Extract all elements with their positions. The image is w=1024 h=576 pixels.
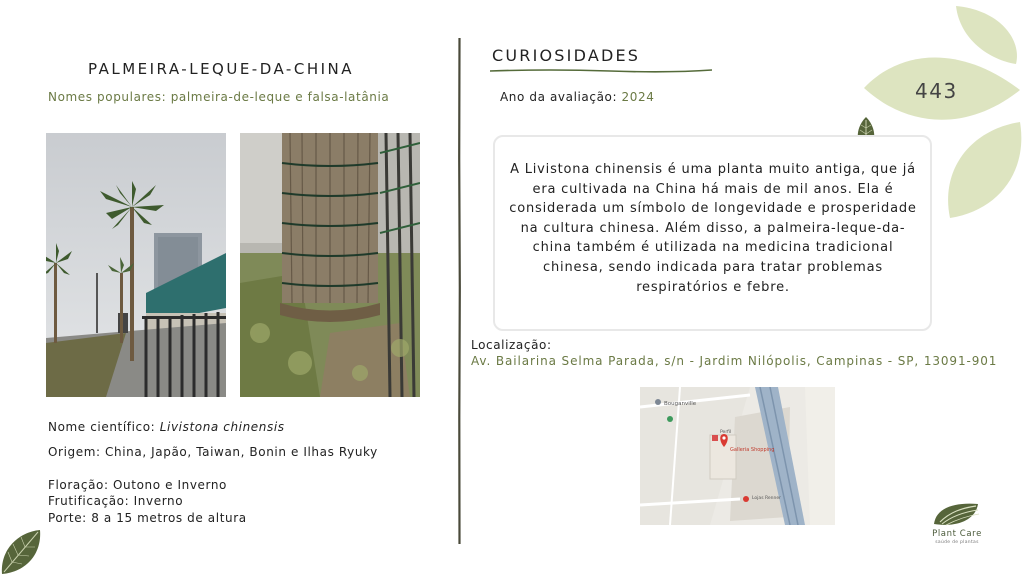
plant-photo-palms <box>46 133 226 397</box>
map-label-1: Bouganville <box>664 401 697 407</box>
evaluation-year-row <box>500 90 655 104</box>
location-map[interactable] <box>640 387 835 525</box>
curiosity-text: A Livistona chinensis é uma planta muito antiga, que já era cultivada na China há mais de mil anos. Ela é considerada um símbolo de longevidade e prosperidade na cultura chinesa. Além disso, a palmeira-leque-da-china também é utilizada na medicina tradicional chinesa, sendo indicada para tratar problemas respiratórios e febre. <box>509 162 917 295</box>
scientific-name: Livistona chinensis <box>159 420 285 434</box>
curiosities-underline <box>490 68 712 74</box>
logo-tagline: saúde de plantas <box>935 540 979 545</box>
flowering-text: Floração: Outono e Inverno <box>48 478 227 492</box>
corner-leaf-icon <box>0 526 42 576</box>
plant-photo-trunk <box>240 133 420 397</box>
plant-care-logo <box>922 500 992 560</box>
scientific-name-label: Nome científico: <box>48 420 160 434</box>
map-label-3: Lojas Renner <box>752 496 781 501</box>
origin-text: Origem: China, Japão, Taiwan, Bonin e Ilhas Ryuky <box>48 445 378 459</box>
size-text: Porte: 8 a 15 metros de altura <box>48 511 247 525</box>
logo-name: Plant Care <box>932 529 982 539</box>
map-label-4: Perfil <box>720 430 732 435</box>
column-divider <box>458 38 461 544</box>
location-label: Localização: <box>471 338 552 352</box>
curiosities-title: CURIOSIDADES <box>492 46 641 65</box>
plant-title: PALMEIRA-LEQUE-DA-CHINA <box>88 60 355 78</box>
map-label-2: Galleria Shopping <box>730 447 775 453</box>
evaluation-year: 2024 <box>621 90 655 104</box>
fruiting-text: Frutificação: Inverno <box>48 494 184 508</box>
evaluation-year-label: Ano da avaliação: <box>500 90 622 104</box>
evaluation-number: 443 <box>915 79 958 103</box>
scientific-name-row <box>48 419 285 436</box>
location-address: Av. Bailarina Selma Parada, s/n - Jardim Nilópolis, Campinas - SP, 13091-901 <box>471 354 998 368</box>
popular-names: Nomes populares: palmeira-de-leque e falsa-latânia <box>48 90 390 104</box>
plant-care-logo-icon <box>932 500 982 528</box>
